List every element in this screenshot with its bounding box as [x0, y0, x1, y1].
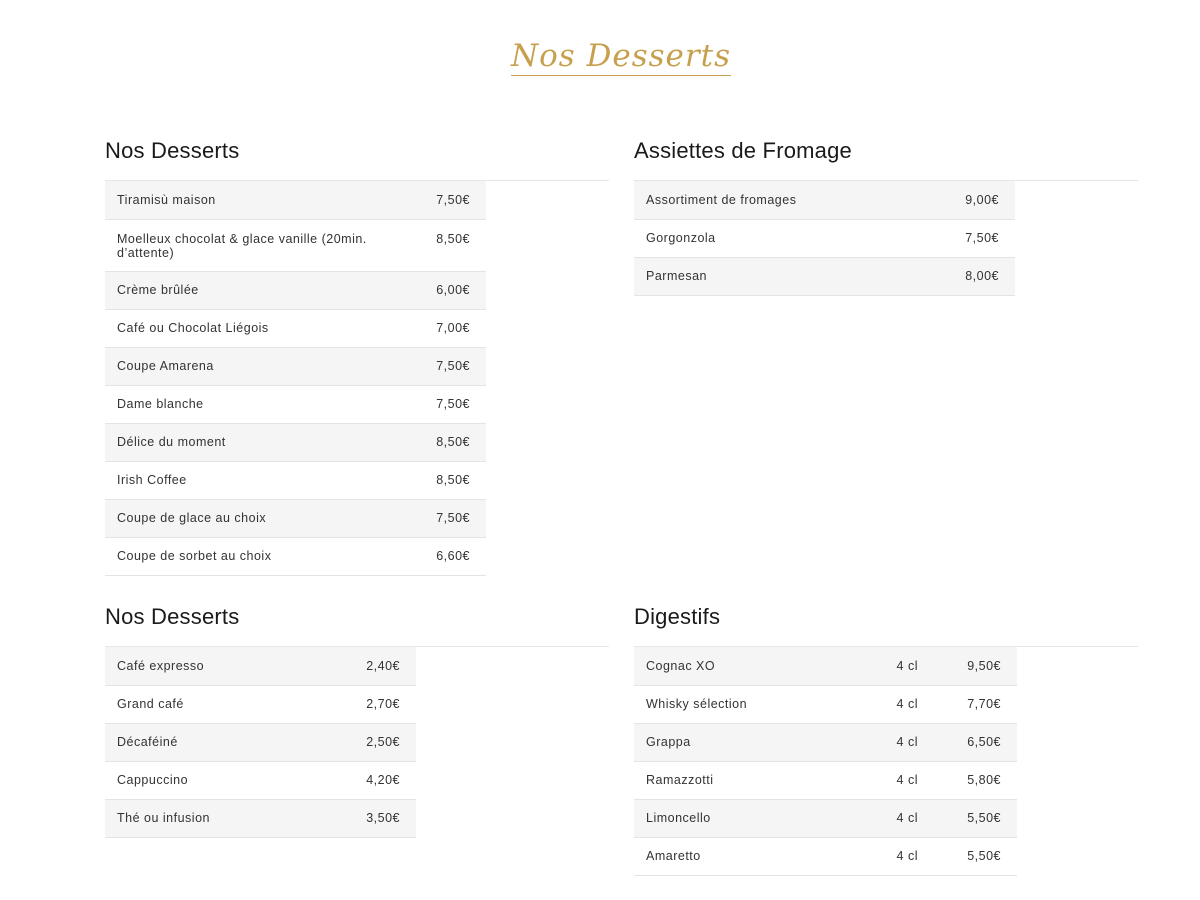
section-title: Assiettes de Fromage [634, 138, 852, 163]
menu-row [105, 271, 486, 309]
item-quantity: 4 cl [864, 647, 926, 685]
menu-row [634, 723, 1017, 761]
item-price: 8,50€ [405, 423, 486, 461]
menu-row [105, 385, 486, 423]
item-name: Limoncello [634, 799, 864, 837]
item-price: 7,50€ [405, 181, 486, 219]
item-quantity: 4 cl [864, 837, 926, 875]
section-assiettes-de-fromage [634, 136, 1138, 296]
menu-row [105, 309, 486, 347]
item-name: Moelleux chocolat & glace vanille (20min. d’attente) [105, 219, 405, 271]
menu-row [105, 537, 486, 575]
item-price: 9,00€ [924, 181, 1015, 219]
item-price: 7,00€ [405, 309, 486, 347]
item-price: 7,50€ [405, 385, 486, 423]
item-quantity: 4 cl [864, 723, 926, 761]
item-price: 7,50€ [405, 347, 486, 385]
item-price: 4,20€ [335, 761, 416, 799]
item-price: 2,70€ [335, 685, 416, 723]
item-price: 5,80€ [926, 761, 1017, 799]
item-name: Coupe Amarena [105, 347, 405, 385]
item-name: Délice du moment [105, 423, 405, 461]
item-price: 7,50€ [405, 499, 486, 537]
item-name: Coupe de glace au choix [105, 499, 405, 537]
menu-row [105, 499, 486, 537]
menu-row [105, 347, 486, 385]
menu-row [105, 461, 486, 499]
menu-row [105, 219, 486, 271]
item-name: Crème brûlée [105, 271, 405, 309]
menu-row [634, 685, 1017, 723]
menu-row [105, 761, 416, 799]
item-price: 2,50€ [335, 723, 416, 761]
item-name: Whisky sélection [634, 685, 864, 723]
item-price: 6,50€ [926, 723, 1017, 761]
menu-row [105, 723, 416, 761]
section-digestifs [634, 602, 1138, 876]
item-name: Parmesan [634, 257, 924, 295]
item-price: 5,50€ [926, 837, 1017, 875]
item-price: 6,60€ [405, 537, 486, 575]
item-quantity: 4 cl [864, 761, 926, 799]
menu-row [105, 647, 416, 685]
menu-row [634, 837, 1017, 875]
item-quantity: 4 cl [864, 685, 926, 723]
item-name: Ramazzotti [634, 761, 864, 799]
item-name: Cognac XO [634, 647, 864, 685]
item-price: 6,00€ [405, 271, 486, 309]
item-name: Dame blanche [105, 385, 405, 423]
item-price: 2,40€ [335, 647, 416, 685]
item-price: 7,50€ [924, 219, 1015, 257]
item-price: 8,50€ [405, 219, 486, 271]
item-name: Assortiment de fromages [634, 181, 924, 219]
item-name: Grappa [634, 723, 864, 761]
script-title-text: Nos Desserts [510, 38, 732, 74]
menu-row [105, 685, 416, 723]
item-price: 3,50€ [335, 799, 416, 837]
item-name: Coupe de sorbet au choix [105, 537, 405, 575]
menu-row [105, 423, 486, 461]
item-name: Thé ou infusion [105, 799, 335, 837]
item-name: Amaretto [634, 837, 864, 875]
menu-table [634, 647, 1017, 876]
menu-row [105, 799, 416, 837]
item-name: Cappuccino [105, 761, 335, 799]
item-price: 5,50€ [926, 799, 1017, 837]
menu-table [105, 647, 416, 838]
item-name: Café ou Chocolat Liégois [105, 309, 405, 347]
menu-row [634, 647, 1017, 685]
item-name: Tiramisù maison [105, 181, 405, 219]
item-price: 8,00€ [924, 257, 1015, 295]
item-name: Irish Coffee [105, 461, 405, 499]
menu-row [634, 257, 1015, 295]
section-title: Digestifs [634, 604, 721, 629]
menu-row [634, 219, 1015, 257]
section-title: Nos Desserts [105, 138, 240, 163]
menu-row [634, 799, 1017, 837]
menu-row [105, 181, 486, 219]
item-name: Café expresso [105, 647, 335, 685]
item-name: Décaféiné [105, 723, 335, 761]
item-quantity: 4 cl [864, 799, 926, 837]
item-price: 9,50€ [926, 647, 1017, 685]
item-name: Gorgonzola [634, 219, 924, 257]
section-title: Nos Desserts [105, 604, 240, 629]
menu-table [105, 181, 486, 576]
menu-row [634, 761, 1017, 799]
section-nos-desserts-boissons-chaudes [105, 602, 609, 838]
item-price: 8,50€ [405, 461, 486, 499]
item-name: Grand café [105, 685, 335, 723]
page-script-title [0, 38, 1200, 74]
menu-table [634, 181, 1015, 296]
menu-row [634, 181, 1015, 219]
item-price: 7,70€ [926, 685, 1017, 723]
section-nos-desserts [105, 136, 609, 576]
